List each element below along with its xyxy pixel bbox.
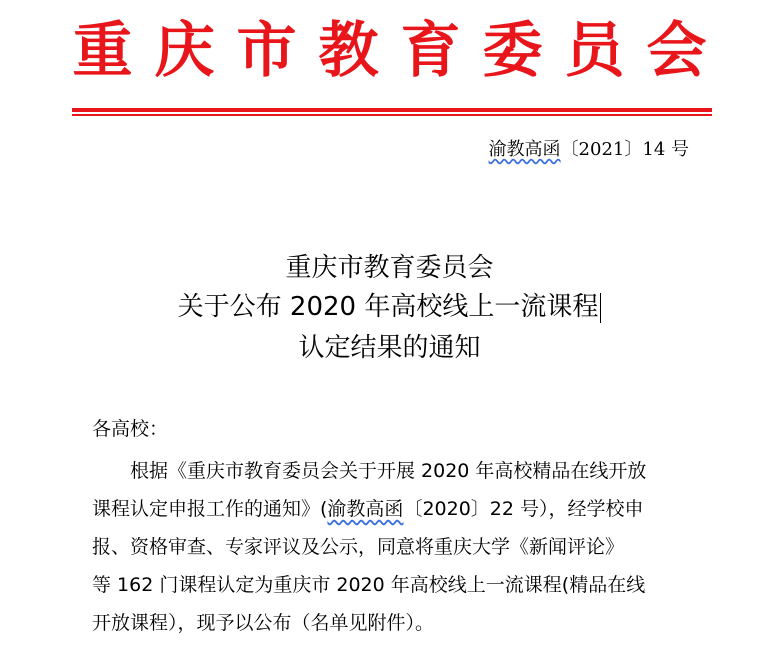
body-line-1: 根据《重庆市教育委员会关于开展 2020 年高校精品在线开放 [130,460,647,482]
notice-title-line-3: 认定结果的通知 [298,333,481,363]
body-line-5: 开放课程），现予以公布（名单见附件）。 [92,612,435,634]
document-number [489,137,689,163]
masthead-rule-thin [72,114,712,116]
notice-title-line-2-text: 关于公布 2020 年高校线上一流课程 [177,292,599,322]
notice-title-line-1: 重庆市教育委员会 [285,253,494,283]
notice-title-line-2 [0,289,779,325]
text-cursor [600,293,601,323]
body-line-2-part-c: 〔2020〕22 号），经学校申 [403,498,644,520]
body-line-2-part-a: 课程认定申报工作的通知》( [92,498,328,520]
masthead-rule-thick [72,108,712,112]
body-line-4: 等 162 门课程认定为重庆市 2020 年高校线上一流课程(精品在线 [92,574,646,596]
body-line-2-doc-prefix: 渝教高函 [327,498,404,520]
body-line-3: 报、资格审查、专家评议及公示，同意将重庆大学《新闻评论》 [92,536,625,558]
salutation: 各高校： [92,418,169,440]
document-number-rest: 〔2021〕14 号 [560,139,689,160]
masthead-title: 重庆市教育委员会 [72,16,729,86]
body-line-2 [92,494,644,524]
document-number-prefix: 渝教高函 [488,139,561,160]
